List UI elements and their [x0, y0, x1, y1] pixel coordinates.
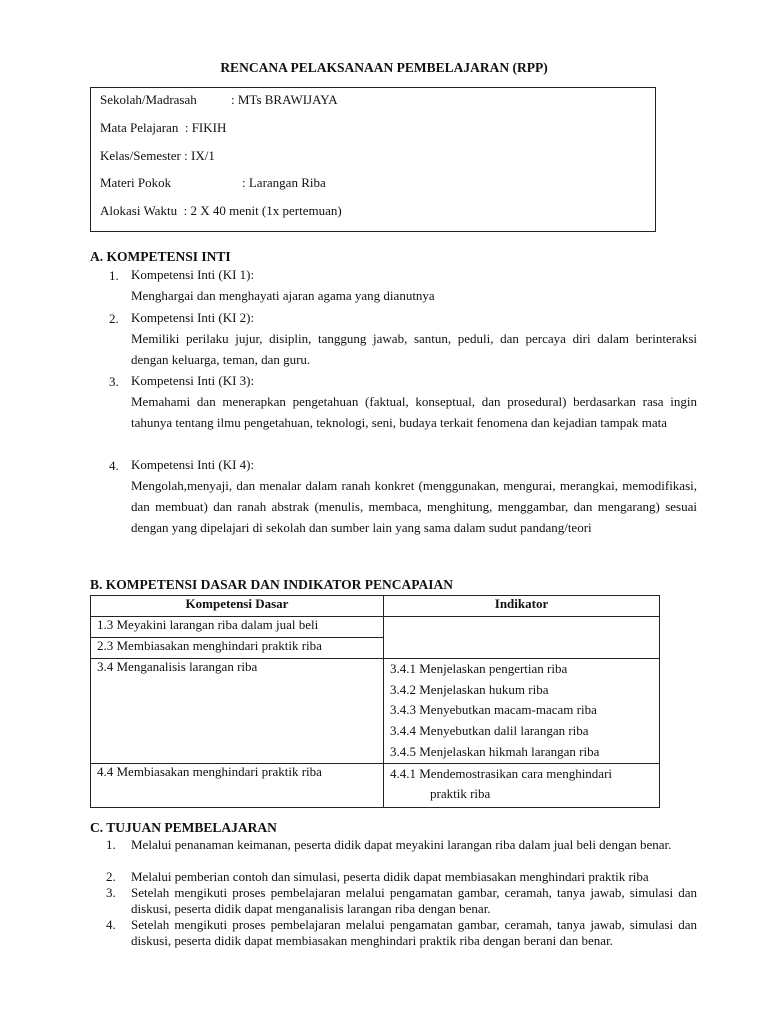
- identity-row: [100, 148, 215, 164]
- indikator-cell: [384, 763, 660, 807]
- objective-text: Setelah mengikuti proses pembelajaran melalui pengamatan gambar, ceramah, tanya jawab, simulasi dan diskusi, peserta didik dapat menganalisis larangan riba dengan benar.: [131, 885, 697, 916]
- ki-title: Kompetensi Inti (KI 2):: [131, 310, 255, 325]
- identity-label: Alokasi Waktu: [100, 203, 178, 218]
- item-number: 3.: [106, 885, 116, 900]
- objective-text: Setelah mengikuti proses pembelajaran melalui pengamatan gambar, ceramah, tanya jawab, simulasi dan diskusi, peserta didik dapat membiasakan menghindari praktik riba dengan berani dan benar.: [131, 917, 697, 948]
- identity-value: : Larangan Riba: [242, 175, 326, 190]
- ki-title: Kompetensi Inti (KI 1):: [131, 267, 255, 282]
- identity-row: [100, 203, 342, 219]
- ki-item: [131, 307, 697, 370]
- item-number: 4.: [109, 458, 119, 473]
- indikator-item: 3.4.3 Menyebutkan macam-macam riba: [390, 702, 597, 718]
- ki-text: Mengolah,menyaji, dan menalar dalam ranah konkret (menggunakan, mengurai, merangkai, memodifikasi, dan membuat) dan ranah abstrak (menulis, membaca, menghitung, menggambar, dan mengarang) sesuai dengan yang dipelajari di sekolah dan sumber lain yang sama dalam sudut pandang/teori: [131, 478, 697, 535]
- ki-text: Memahami dan menerapkan pengetahuan (faktual, konseptual, dan prosedural) berdasarkan rasa ingin tahunya tentang ilmu pengetahuan, teknologi, seni, budaya terkait fenomena dan kejadian tampak mata: [131, 394, 697, 430]
- item-number: 3.: [109, 374, 119, 389]
- kd-indikator-table: [90, 595, 660, 808]
- item-number: 2.: [109, 311, 119, 326]
- section-c-heading: C. TUJUAN PEMBELAJARAN: [90, 820, 277, 835]
- identity-value: : MTs BRAWIJAYA: [231, 92, 338, 107]
- identity-label: Materi Pokok: [100, 175, 172, 190]
- table-row: [91, 617, 660, 638]
- kd-cell: 4.4 Membiasakan menghindari praktik riba: [91, 763, 384, 807]
- kd-cell: 1.3 Meyakini larangan riba dalam jual beli: [91, 617, 384, 638]
- table-header-row: [91, 596, 660, 617]
- kd-cell: 2.3 Membiasakan menghindari praktik riba: [91, 638, 384, 659]
- indikator-item: 3.4.5 Menjelaskan hikmah larangan riba: [390, 743, 600, 759]
- identity-label: Mata Pelajaran: [100, 120, 179, 135]
- indikator-item: 4.4.1 Mendemostrasikan cara menghindari: [390, 765, 613, 781]
- item-number: 1.: [106, 837, 116, 852]
- ki-text: Menghargai dan menghayati ajaran agama yang dianutnya: [131, 288, 435, 303]
- item-number: 2.: [106, 869, 116, 884]
- indikator-cell: [384, 659, 660, 764]
- identity-row: [100, 120, 226, 136]
- document-title: RENCANA PELAKSANAAN PEMBELAJARAN (RPP): [220, 60, 548, 75]
- section-b-heading: B. KOMPETENSI DASAR DAN INDIKATOR PENCAPAIAN: [90, 577, 454, 592]
- identity-box: [90, 87, 656, 232]
- table-row: [91, 763, 660, 807]
- table-row: [91, 659, 660, 764]
- indikator-item: 3.4.4 Menyebutkan dalil larangan riba: [390, 723, 589, 739]
- kd-cell: 3.4 Menganalisis larangan riba: [91, 659, 384, 764]
- item-number: 1.: [109, 268, 119, 283]
- item-number: 4.: [106, 917, 116, 932]
- ki-item: [131, 370, 697, 433]
- indikator-item: praktik riba: [430, 786, 491, 802]
- identity-value: : IX/1: [184, 148, 215, 163]
- indikator-cell: [384, 617, 660, 659]
- ki-item: [131, 454, 697, 538]
- indikator-item: 3.4.1 Menjelaskan pengertian riba: [390, 661, 568, 676]
- ki-item: [131, 264, 697, 306]
- identity-row: [100, 175, 326, 191]
- section-a-heading: A. KOMPETENSI INTI: [90, 249, 231, 264]
- ki-title: Kompetensi Inti (KI 3):: [131, 373, 255, 388]
- ki-text: Memiliki perilaku jujur, disiplin, tanggung jawab, santun, peduli, dan percaya diri dalam berinteraksi dengan keluarga, teman, dan guru.: [131, 331, 697, 367]
- objective-text: Melalui pemberian contoh dan simulasi, peserta didik dapat membiasakan menghindari praktik riba: [131, 869, 649, 884]
- indikator-item: 3.4.2 Menjelaskan hukum riba: [390, 681, 549, 697]
- identity-value: : 2 X 40 menit (1x pertemuan): [183, 203, 342, 218]
- objective-text: Melalui penanaman keimanan, peserta didik dapat meyakini larangan riba dalam jual beli dengan benar.: [131, 837, 672, 852]
- column-header: Indikator: [384, 596, 660, 617]
- identity-value: : FIKIH: [184, 120, 227, 135]
- column-header: Kompetensi Dasar: [91, 596, 384, 617]
- identity-label: Kelas/Semester: [100, 148, 181, 163]
- ki-title: Kompetensi Inti (KI 4):: [131, 457, 255, 472]
- identity-label: Sekolah/Madrasah: [100, 92, 197, 107]
- identity-row: [100, 92, 338, 108]
